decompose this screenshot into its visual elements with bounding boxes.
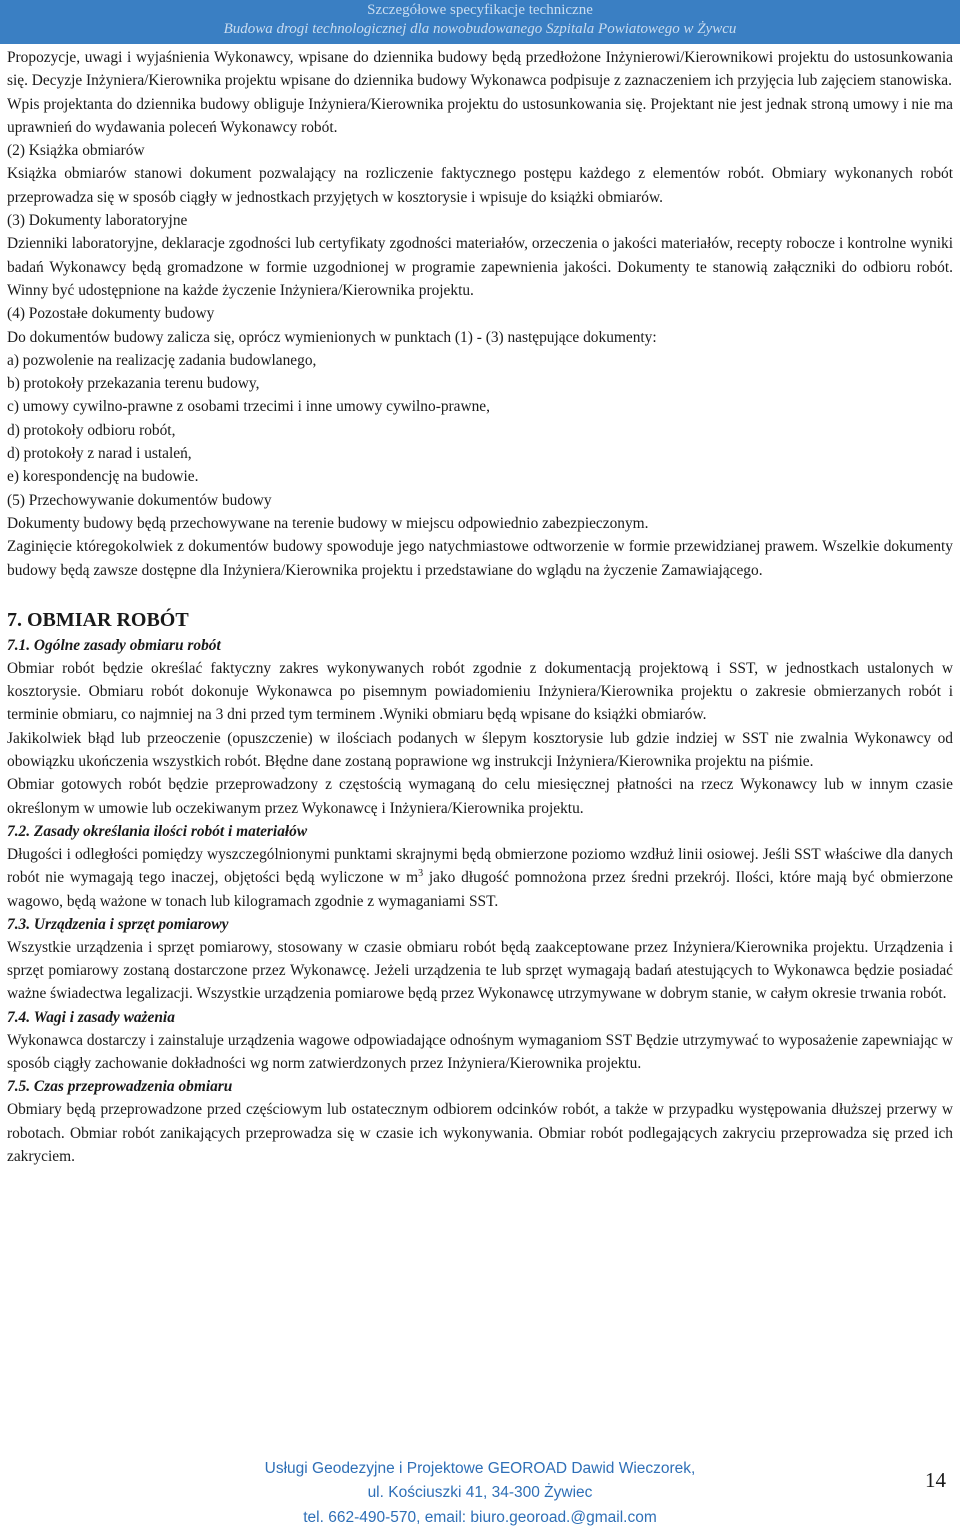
paragraph: Dokumenty budowy będą przechowywane na terenie budowy w miejscu odpowiednio zabezpieczonym. [7,514,649,532]
section-subheading: 7.1. Ogólne zasady obmiaru robót [7,636,221,654]
list-item: c) umowy cywilno-prawne z osobami trzecimi i inne umowy cywilno-prawne, [7,398,490,416]
footer-contact: tel. 662-490-570, email: biuro.georoad.@gmail.com [303,1509,657,1526]
paragraph: Obmiary będą przeprowadzone przed częściowym lub ostatecznym odbiorem odcinków robót, a także w przypadku występowania dłuższej przerwy w robotach. Obmiar robót zanikających przeprowadza się w czasie ich wykonywania. Obmiar robót podlegających zakryciu przeprowadza się przed ich zakryciem. [7,1101,953,1165]
page-footer [0,1458,960,1536]
list-item: a) pozwolenie na realizację zadania budowlanego, [7,351,317,369]
document-body [7,46,953,1168]
paragraph [7,843,953,913]
document-list [7,349,953,489]
footer-company: Usługi Geodezyjne i Projektowe GEOROAD Dawid Wieczorek, [264,1460,696,1477]
subsection-heading: (5) Przechowywanie dokumentów budowy [7,491,272,509]
subsection-heading: (4) Pozostałe dokumenty budowy [7,305,215,323]
paragraph: Do dokumentów budowy zalicza się, oprócz wymienionych w punktach (1) - (3) następujące dokumenty: [7,328,657,346]
section-subheading: 7.5. Czas przeprowadzenia obmiaru [7,1078,233,1096]
list-item: d) protokoły z narad i ustaleń, [7,445,192,463]
list-item: e) korespondencję na budowie. [7,468,199,486]
text-run: Długości i odległości pomiędzy wyszczególnionymi punktami skrajnymi będą obmierzone poziomo wzdłuż linii osiowej. Jeśli SST właściwe dla danych robót nie wymagają tego inaczej, objętości będą wyliczone w m [7,845,953,887]
paragraph: Zaginięcie któregokolwiek z dokumentów budowy spowoduje jego natychmiastowe odtworzenie w formie przewidzianej prawem. Wszelkie dokumenty budowy będą zawsze dostępne dla Inżyniera/Kierownika projektu i przedstawiane do wglądu na życzenie Zamawiającego. [7,538,953,579]
paragraph: Książka obmiarów stanowi dokument pozwalający na rozliczenie faktycznego postępu każdego z elementów robót. Obmiary wykonanych robót przeprowadza się w sposób ciągły w jednostkach przyjętych w kosztorysie i wpisuje do książki obmiarów. [7,165,953,206]
paragraph: Wszystkie urządzenia i sprzęt pomiarowy, stosowany w czasie obmiaru robót będą zaakceptowane przez Inżyniera/Kierownika projektu. Urządzenia i sprzęt pomiarowy zostaną dostarczone przez Wykonawcę. Jeżeli urządzenia te lub sprzęt wymagają badań atestujących to Wykonawca będzie posiadać ważne świadectwa legalizacji. Wszystkie urządzenia pomiarowe będą przez Wykonawcę utrzymywane w dobrym stanie, w całym okresie trwania robót. [7,938,953,1003]
subsection-heading: (2) Książka obmiarów [7,142,145,160]
paragraph: Obmiar robót będzie określać faktyczny zakres wykonywanych robót zgodnie z dokumentacją projektową i SST, w jednostkach ustalonych w kosztorysie. Obmiaru robót dokonuje Wykonawca po pisemnym powiadomieniu Inżyniera/Kierownika projektu o zakresie obmierzanych robót i terminie obmiaru, co najmniej na 3 dni przed tym terminem .Wyniki obmiaru będą wpisane do książki obmiarów. [7,659,953,724]
paragraph: Dzienniki laboratoryjne, deklaracje zgodności lub certyfikaty zgodności materiałów, orzeczenia o jakości materiałów, recepty robocze i kontrolne wyniki badań Wykonawcy będą gromadzone w formie uzgodnionej w programie zapewnienia jakości. Dokumenty te stanowią załączniki do odbioru robót. Winny być udostępnione na każde życzenie Inżyniera/Kierownika projektu. [7,235,953,299]
header-subtitle: Budowa drogi technologicznej dla nowobudowanego Szpitala Powiatowego w Żywcu [223,21,737,37]
text-run: jako długość pomnożona przez średni przekrój. Ilości, które mają być obmierzone wagowo, będą ważone w tonach lub kilogramach zgodnie z wymaganiami SST. [7,869,953,910]
section-subheading: 7.4. Wagi i zasady ważenia [7,1008,175,1026]
footer-address: ul. Kościuszki 41, 34-300 Żywiec [367,1484,593,1501]
paragraph: Wykonawca dostarczy i zainstaluje urządzenia wagowe odpowiadające odnośnym wymaganiom SST Będzie utrzymywać to wyposażenie zapewniając w sposób ciągły zachowanie dokładności wg norm zatwierdzonych przez Inżyniera/Kierownika projektu. [7,1031,953,1072]
section-subheading: 7.2. Zasady określania ilości robót i materiałów [7,822,308,840]
paragraph: Wpis projektanta do dziennika budowy obliguje Inżyniera/Kierownika projektu do ustosunkowania się. Projektant nie jest jednak stroną umowy i nie ma uprawnień do wydawania poleceń Wykonawcy robót. [7,95,953,136]
paragraph: Obmiar gotowych robót będzie przeprowadzony z częstością wymaganą do celu miesięcznej płatności na rzecz Wykonawcy lub w innym czasie określonym w umowie lub oczekiwanym przez Wykonawcę i Inżyniera/Kierownika projektu. [7,776,953,817]
section-subheading: 7.3. Urządzenia i sprzęt pomiarowy [7,915,229,933]
section-heading: 7. OBMIAR ROBÓT [7,608,189,631]
paragraph: Propozycje, uwagi i wyjaśnienia Wykonawcy, wpisane do dziennika budowy będą przedłożone Inżynierowi/Kierownikowi projektu do ustosunkowania się. Decyzje Inżyniera/Kierownika projektu wpisane do dziennika budowy Wykonawca podpisuje z zaznaczeniem ich przyjęcia lub zajęciem stanowiska. [7,49,953,90]
paragraph: Jakikolwiek błąd lub przeoczenie (opuszczenie) w ilościach podanych w ślepym kosztorysie lub gdzie indziej w SST nie zwalnia Wykonawcy od obowiązku ukończenia wszystkich robót. Błędne dane zostaną poprawione wg instrukcji Inżyniera/Kierownika projektu na piśmie. [7,729,953,771]
page-number: 14 [925,1468,946,1492]
superscript: 3 [418,868,424,880]
subsection-heading: (3) Dokumenty laboratoryjne [7,212,188,230]
header-title: Szczegółowe specyfikacje techniczne [367,2,593,18]
list-item: b) protokoły przekazania terenu budowy, [7,375,260,393]
list-item: d) protokoły odbioru robót, [7,421,176,439]
page-header [0,0,960,44]
